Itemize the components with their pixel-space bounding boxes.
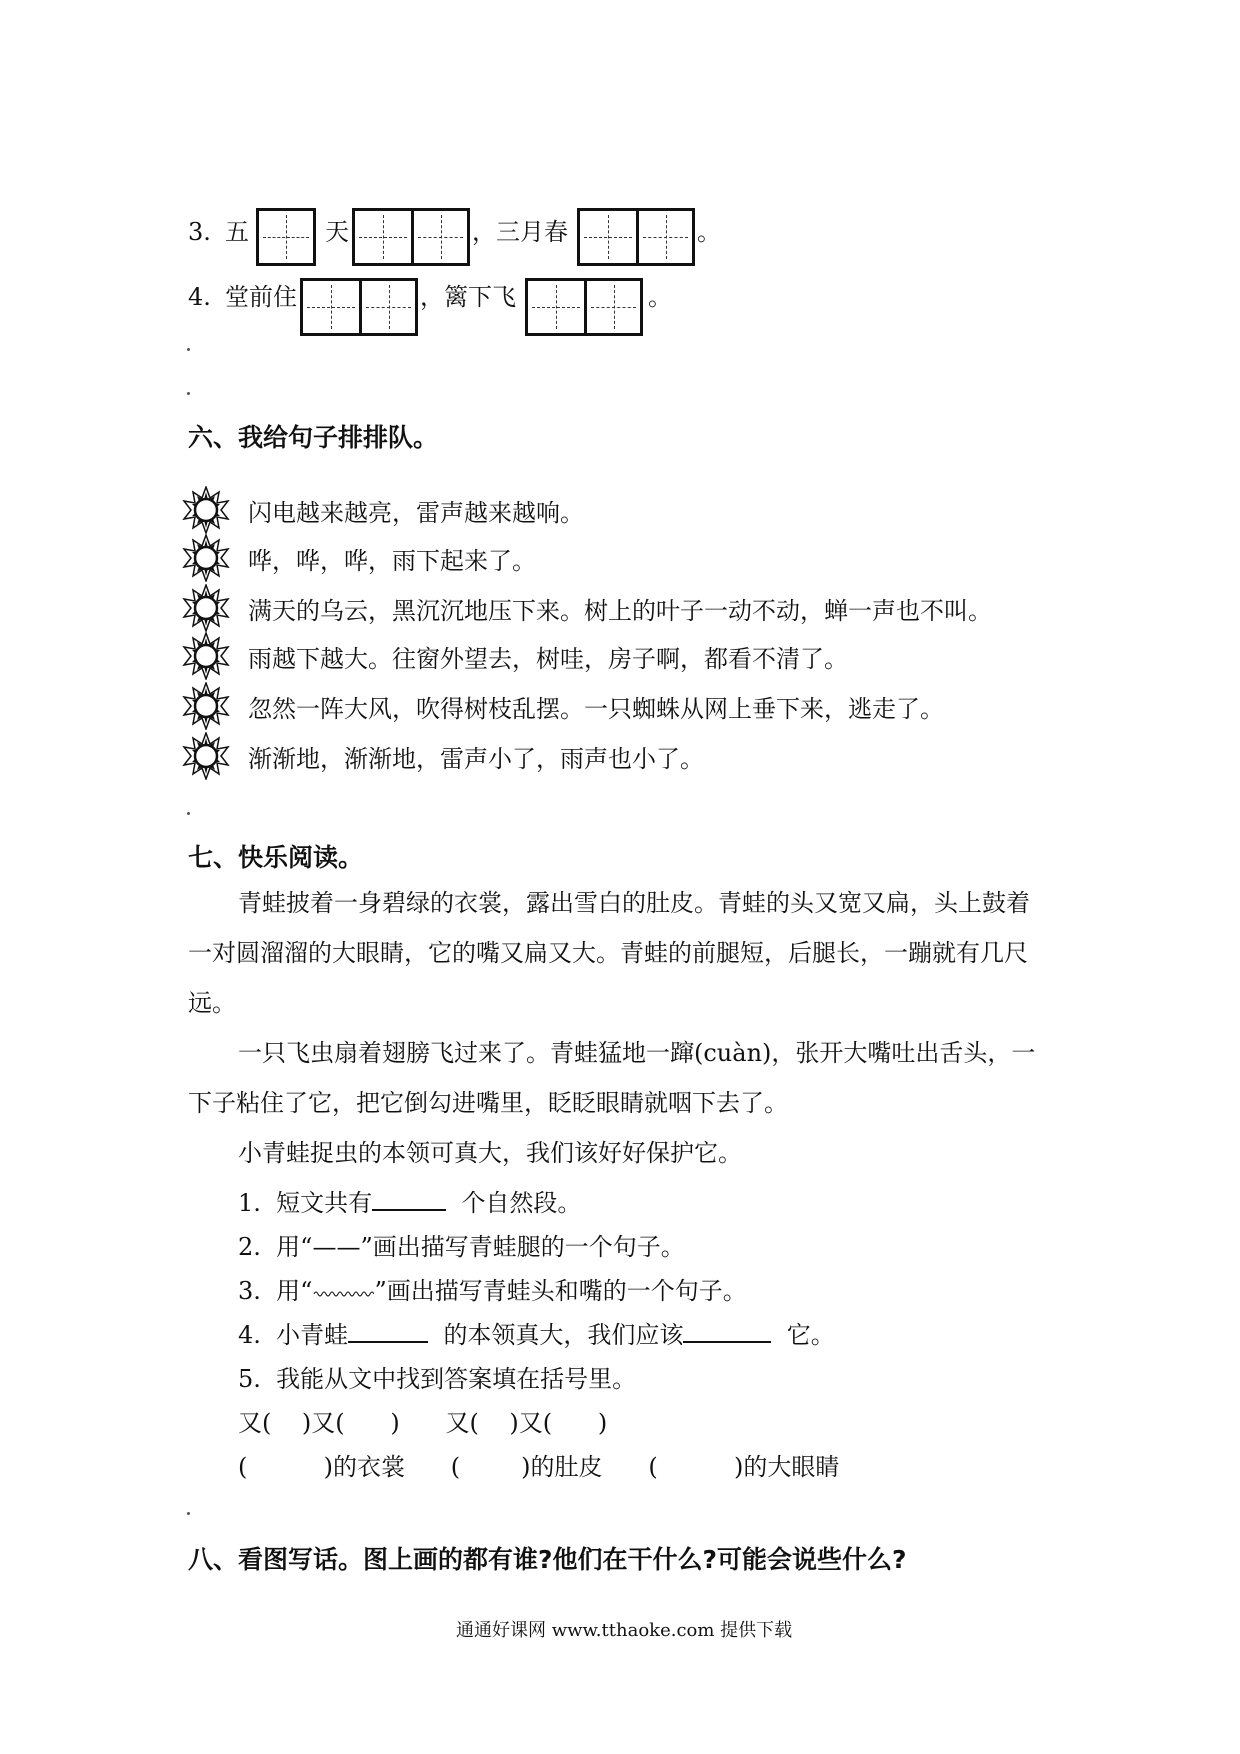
reading-question-2: 2. 用“——”画出描写青蛙腿的一个句子。 [238,1233,685,1261]
section-7-title: 七、快乐阅读。 [188,843,364,872]
passage-line: 下子粘住了它，把它倒勾进嘴里，眨眨眼睛就咽下去了。 [188,1089,788,1117]
char-grid[interactable] [300,278,418,336]
q3-text-2: 天 [325,218,349,246]
char-grid[interactable] [525,278,643,336]
section-8-title: 八、看图写话。图上画的都有谁?他们在干什么?可能会说些什么? [188,1545,907,1574]
q4-text-3: 。 [648,283,672,311]
sentence-item: 渐渐地，渐渐地，雷声小了，雨声也小了。 [248,745,704,773]
char-grid[interactable] [352,208,470,266]
sentence-item: 闪电越来越亮，雷声越来越响。 [248,499,584,527]
sun-flower-icon [182,486,230,534]
sentence-item: 满天的乌云，黑沉沉地压下来。树上的叶子一动不动，蝉一声也不叫。 [248,597,992,625]
q4-text-2: ，篱下飞 [420,283,516,311]
passage-line: 一对圆溜溜的大眼睛，它的嘴又扁又大。青蛙的前腿短，后腿长，一蹦就有几尺 [188,939,1028,967]
answer-blank[interactable] [683,1341,771,1343]
answer-blank[interactable] [348,1341,428,1343]
passage-line: 青蛙披着一身碧绿的衣裳，露出雪白的肚皮。青蛙的头又宽又扁，头上鼓着 [238,889,1030,917]
sentence-item: 忽然一阵大风，吹得树枝乱摆。一只蜘蛛从网上垂下来，逃走了。 [248,695,944,723]
reading-question-5: 5. 我能从文中找到答案填在括号里。 [238,1365,637,1393]
sentence-item: 雨越下越大。往窗外望去，树哇，房子啊，都看不清了。 [248,645,848,673]
question-number: 4. [188,283,211,311]
passage-line: 远。 [188,989,236,1017]
passage-line: 小青蛙捉虫的本领可真大，我们该好好保护它。 [238,1139,742,1167]
q3-text-3: ，三月春 [472,218,568,246]
reading-question-1: 1. 短文共有 个自然段。 [238,1189,582,1217]
char-grid[interactable] [256,208,316,266]
fill-parentheses-row[interactable]: ( )的衣裳 ( )的肚皮 ( )的大眼睛 [238,1453,840,1481]
char-grid[interactable] [577,208,695,266]
q3-text-4: 。 [697,218,721,246]
sun-flower-icon [182,632,230,680]
sun-flower-icon [182,682,230,730]
question-number: 3. [188,218,211,246]
sun-flower-icon [182,732,230,780]
q3-text-1: 五 [225,218,249,246]
footer-source: 通通好课网 www.tthaoke.com 提供下载 [456,1620,793,1641]
wavy-line-icon [312,1288,374,1298]
section-6-title: 六、我给句子排排队。 [188,423,439,452]
reading-question-3: 3. 用“ ”画出描写青蛙头和嘴的一个句子。 [238,1277,747,1305]
sentence-item: 哗，哗，哗，雨下起来了。 [248,547,536,575]
fill-parentheses-row[interactable]: 又( )又( ) 又( )又( ) [238,1409,608,1437]
q4-text-1: 堂前住 [225,283,297,311]
answer-blank[interactable] [372,1209,446,1211]
sun-flower-icon [182,534,230,582]
sun-flower-icon [182,584,230,632]
passage-line: 一只飞虫扇着翅膀飞过来了。青蛙猛地一蹿(cuàn)，张开大嘴吐出舌头，一 [238,1039,1036,1067]
reading-question-4: 4. 小青蛙 的本领真大，我们应该 它。 [238,1321,835,1349]
